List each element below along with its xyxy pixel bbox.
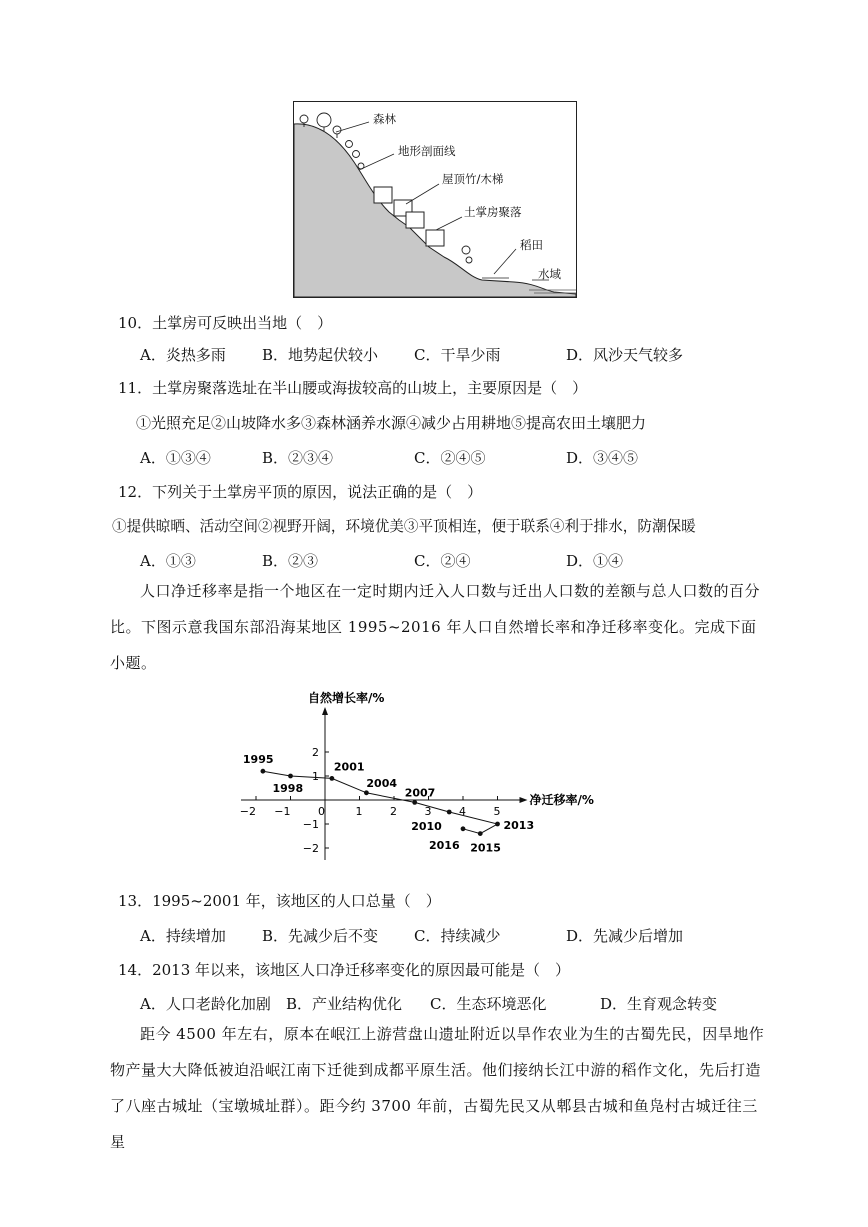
data-label-1995: 1995 xyxy=(242,753,274,767)
y-tick-label: 1 xyxy=(312,770,319,783)
x-tick-label: 1 xyxy=(355,805,363,818)
label-roof: 屋顶竹/木梯 xyxy=(442,172,504,186)
q13-stem: 13．1995~2001 年，该地区的人口总量（ ） xyxy=(118,892,441,910)
migration-chart xyxy=(240,688,630,868)
x-tick-label: 0 xyxy=(318,805,325,818)
q12-option-a[interactable]: A．①③ xyxy=(140,552,196,570)
q14-option-c[interactable]: C．生态环境恶化 xyxy=(430,995,547,1013)
q14-option-b[interactable]: B．产业结构优化 xyxy=(286,995,403,1013)
data-label-2015: 2015 xyxy=(470,841,501,855)
q13-option-b[interactable]: B．先减少后不变 xyxy=(262,927,379,945)
x-axis-label: 净迁移率/% xyxy=(529,793,594,807)
data-point-2015 xyxy=(478,831,483,836)
y-tick-label: 2 xyxy=(312,746,319,759)
data-point-2001 xyxy=(330,776,335,781)
x-tick-label: 4 xyxy=(459,805,466,818)
terrain-profile-svg xyxy=(294,102,576,297)
q11-stem: 11．土掌房聚落选址在半山腰或海拔较高的山坡上，主要原因是（ ） xyxy=(118,379,588,397)
q11-option-c[interactable]: C．②④⑤ xyxy=(414,449,486,467)
q11-statements: ①光照充足②山坡降水多③森林涵养水源④减少占用耕地⑤提高农田土壤肥力 xyxy=(136,414,647,432)
data-point-2010 xyxy=(447,810,452,815)
y-tick-label: −1 xyxy=(302,818,319,831)
data-point-1998 xyxy=(288,774,293,779)
q11-option-a[interactable]: A．①③④ xyxy=(140,449,211,467)
x-tick-label: 3 xyxy=(424,805,432,818)
data-point-1995 xyxy=(261,769,266,774)
y-tick-label: −2 xyxy=(302,842,319,855)
data-label-2010: 2010 xyxy=(411,820,442,833)
x-tick-label: −2 xyxy=(240,805,256,818)
migration-chart-svg xyxy=(240,688,630,868)
intro-paragraph-history: 距今 4500 年左右，原本在岷江上游营盘山遗址附近以旱作农业为生的古蜀先民，因旱地作物产量大大降低被迫沿岷江南下迁徙到成都平原生活。他们接纳长江中游的稻作文化，先后打造了八座古城址（宝墩城址群）。距今约 3700 年前，古蜀先民又从郫县古城和鱼凫村古城迁往三星 xyxy=(110,1025,765,1151)
data-point-2013 xyxy=(495,822,500,827)
q12-option-b[interactable]: B．②③ xyxy=(262,552,319,570)
q14-stem: 14．2013 年以来，该地区人口净迁移率变化的原因最可能是（ ） xyxy=(118,961,571,979)
label-settlement: 土掌房聚落 xyxy=(464,205,522,219)
data-label-2013: 2013 xyxy=(503,819,535,832)
q11-option-d[interactable]: D．③④⑤ xyxy=(566,449,639,467)
q10-option-b[interactable]: B．地势起伏较小 xyxy=(262,346,379,364)
q14-option-d[interactable]: D．生育观念转变 xyxy=(600,995,718,1013)
q13-option-c[interactable]: C．持续减少 xyxy=(414,927,501,945)
data-label-1998: 1998 xyxy=(272,782,304,795)
q12-option-d[interactable]: D．①④ xyxy=(566,552,624,570)
y-axis-arrow xyxy=(322,707,328,715)
label-forest: 森林 xyxy=(373,112,396,126)
q11-option-b[interactable]: B．②③④ xyxy=(262,449,334,467)
data-point-2004 xyxy=(364,790,369,795)
x-tick-label: 2 xyxy=(390,805,397,818)
intro-paragraph-migration: 人口净迁移率是指一个地区在一定时期内迁入人口数与迁出人口数的差额与总人口数的百分比。下图示意我国东部沿海某地区 1995~2016 年人口自然增长率和净迁移率变化。完成下面小题。 xyxy=(110,582,761,672)
q10-option-d[interactable]: D．风沙天气较多 xyxy=(566,346,684,364)
q12-stem: 12．下列关于土掌房平顶的原因，说法正确的是（ ） xyxy=(118,483,483,501)
q12-option-c[interactable]: C．②④ xyxy=(414,552,471,570)
q12-statements: ①提供晾晒、活动空间②视野开阔，环境优美③平顶相连，便于联系④利于排水，防潮保暖 xyxy=(112,518,696,535)
q10-option-c[interactable]: C．干旱少雨 xyxy=(414,346,501,364)
y-axis-label: 自然增长率/% xyxy=(308,691,385,705)
label-water: 水域 xyxy=(538,267,561,281)
terrain-diagram xyxy=(293,101,577,298)
x-tick-label: 5 xyxy=(493,805,501,818)
q13-option-d[interactable]: D．先减少后增加 xyxy=(566,927,684,945)
data-point-2016 xyxy=(461,826,466,831)
q10-option-a[interactable]: A．炎热多雨 xyxy=(140,346,226,364)
label-profile-line: 地形剖面线 xyxy=(398,144,456,158)
q10-stem: 10．土掌房可反映出当地（ ） xyxy=(118,314,333,332)
q13-option-a[interactable]: A．持续增加 xyxy=(140,927,226,945)
label-paddy: 稻田 xyxy=(520,238,543,252)
data-label-2007: 2007 xyxy=(404,786,436,800)
data-label-2004: 2004 xyxy=(366,776,398,790)
data-point-2007 xyxy=(412,800,417,805)
q14-option-a[interactable]: A．人口老龄化加剧 xyxy=(140,995,271,1013)
data-label-2001: 2001 xyxy=(333,760,365,774)
x-axis-arrow xyxy=(520,797,528,803)
x-tick-label: −1 xyxy=(274,805,291,818)
data-label-2016: 2016 xyxy=(429,838,460,852)
